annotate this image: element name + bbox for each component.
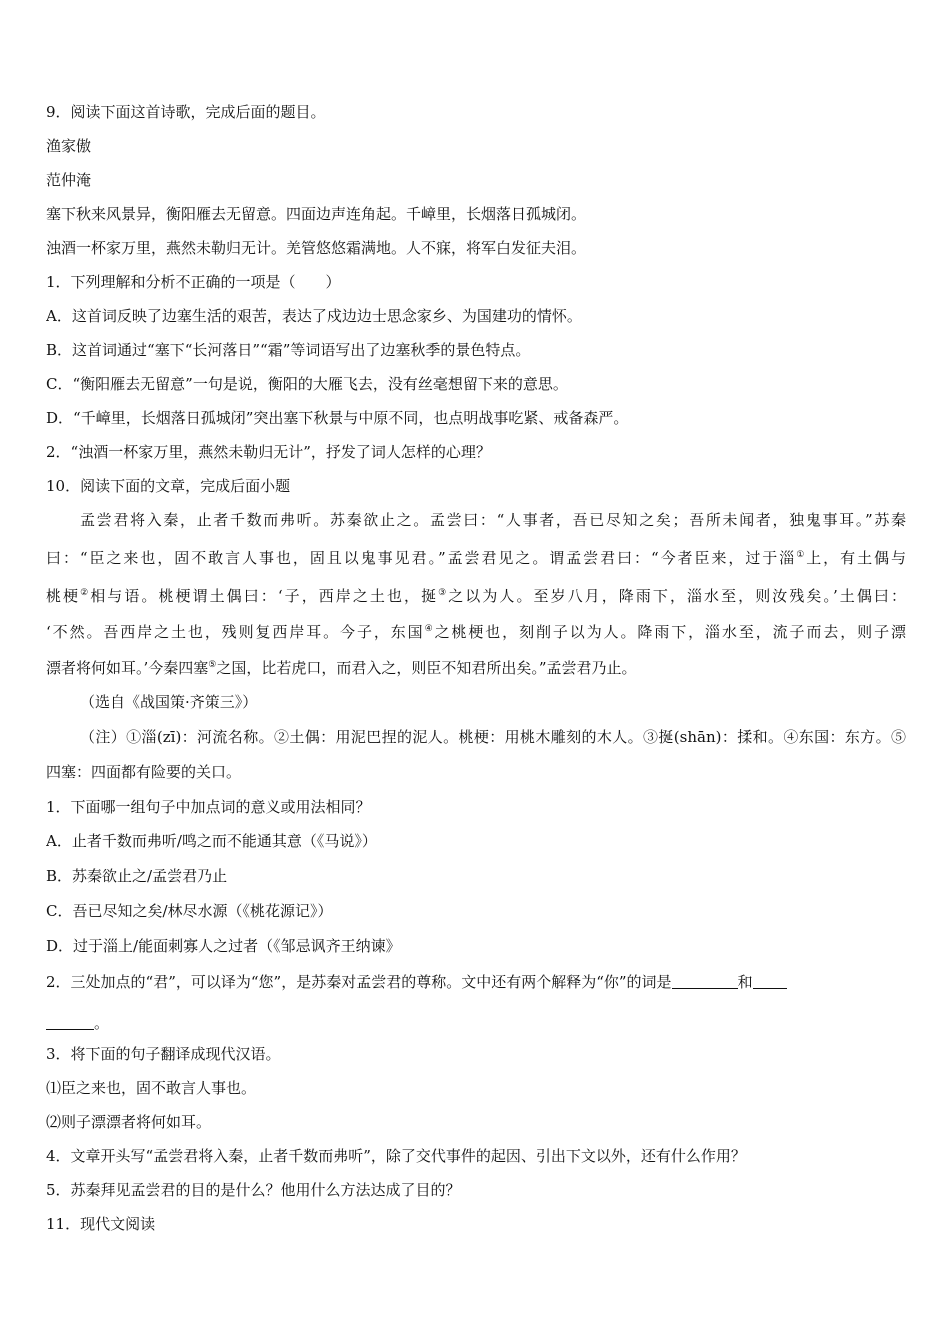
passage-line-3-b: 相与语。桃梗谓土偶曰：‘子，西岸之土也，挻 [90, 587, 439, 605]
question-9-1-option-a: A．这首词反映了边塞生活的艰苦，表达了戍边边士思念家乡、为国建功的情怀。 [46, 307, 582, 325]
question-10-2-text: 2．三处加点的“君”，可以译为“您”，是苏秦对孟尝君的尊称。文中还有两个解释为“你”的词是 [46, 973, 672, 991]
question-9-1: 1．下列理解和分析不正确的一项是（ ） [46, 273, 341, 291]
notes-line-1: （注）①淄(zī)：河流名称。②土偶：用泥巴捏的泥人。桃梗：用桃木雕刻的木人。③挻(shān)：揉和。④东国：东方。⑤ [80, 728, 906, 746]
poem-line-2: 浊酒一杯家万里，燕然未勒归无计。羌管悠悠霜满地。人不寐，将军白发征夫泪。 [46, 239, 587, 257]
question-10-heading: 10．阅读下面的文章，完成后面小题 [46, 477, 291, 495]
passage-line-2-tail: 上，有土偶与 [806, 549, 906, 567]
question-10-1-option-d: D．过于淄上/能面刺寡人之过者（《邹忌讽齐王纳谏》 [46, 937, 401, 955]
passage-source: （选自《战国策·齐策三》） [80, 693, 258, 711]
question-10-3-item-1: ⑴臣之来也，固不敢言人事也。 [46, 1079, 257, 1097]
question-10-1: 1．下面哪一组句子中加点词的意义或用法相同？ [46, 798, 371, 816]
question-9-1-option-d: D．“千嶂里，长烟落日孤城闭”突出塞下秋景与中原不同，也点明战事吃紧、戒备森严。 [46, 409, 629, 427]
passage-line-1: 孟尝君将入秦，止者千数而弗听。苏秦欲止之。孟尝曰：“人事者，吾已尽知之矣；吾所未闻者，独鬼事耳。”苏秦 [80, 511, 906, 529]
question-9-2: 2．“浊酒一杯家万里，燕然未勒归无计”，抒发了词人怎样的心理？ [46, 443, 491, 461]
passage-line-3-c: 之以为人。至岁八月，降雨下，淄水至，则汝残矣。’土偶曰： [448, 587, 906, 605]
poem-line-1: 塞下秋来风景异，衡阳雁去无留意。四面边声连角起。千嶂里，长烟落日孤城闭。 [46, 205, 587, 223]
passage-line-3 [46, 586, 906, 606]
question-9-1-option-b: B．这首词通过“塞下“长河落日”“霜”等词语写出了边塞秋季的景色特点。 [46, 341, 531, 359]
question-10-4: 4．文章开头写“孟尝君将入秦，止者千数而弗听”，除了交代事件的起因、引出下文以外，还有什么作用？ [46, 1147, 746, 1165]
note-marker-3: ③ [438, 588, 449, 598]
passage-line-3-a: 桃梗 [46, 587, 81, 605]
poem-author: 范仲淹 [46, 171, 92, 189]
note-marker-4: ④ [424, 624, 435, 634]
passage-line-5-b: 之国，比若虎口，而君入之，则臣不知君所出矣。”孟尝君乃止。 [216, 659, 637, 677]
poem-title: 渔家傲 [46, 137, 92, 155]
question-10-1-option-b: B．苏秦欲止之/孟尝君乃止 [46, 867, 228, 885]
question-10-1-option-a: A．止者千数而弗听/鸣之而不能通其意（《马说》） [46, 832, 377, 850]
passage-line-5 [46, 658, 906, 678]
passage-line-2 [46, 548, 906, 568]
passage-line-4-b: 之桃梗也，刻削子以为人。降雨下，淄水至，流子而去，则子漂 [434, 623, 906, 641]
passage-line-2-text: 曰：“臣之来也，固不敢言人事也，固且以鬼事见君。”孟尝君见之。谓孟尝君曰：“今者臣来，过于淄 [46, 549, 797, 567]
question-10-2-continued [46, 1013, 906, 1033]
notes-line-2: 四塞：四面都有险要的关口。 [46, 763, 242, 781]
question-10-2-end: 。 [94, 1014, 110, 1032]
question-10-3-item-2: ⑵则子漂漂者将何如耳。 [46, 1113, 212, 1131]
note-marker-2: ② [80, 588, 91, 598]
answer-blank-2-start[interactable] [753, 974, 787, 989]
question-9-heading: 9．阅读下面这首诗歌，完成后面的题目。 [46, 103, 326, 121]
answer-blank-1[interactable] [672, 974, 738, 989]
question-10-2-connector: 和 [737, 973, 753, 991]
question-11-heading: 11．现代文阅读 [46, 1215, 156, 1233]
question-10-3: 3．将下面的句子翻译成现代汉语。 [46, 1045, 281, 1063]
note-marker-1: ① [796, 550, 807, 560]
question-9-1-option-c: C．“衡阳雁去无留意”一句是说，衡阳的大雁飞去，没有丝毫想留下来的意思。 [46, 375, 568, 393]
passage-line-5-a: 漂者将何如耳。’今秦四塞 [46, 659, 209, 677]
question-10-2 [46, 972, 906, 992]
passage-line-4-a: ‘不然。吾西岸之土也，残则复西岸耳。今子，东国 [46, 623, 425, 641]
answer-blank-2-end[interactable] [46, 1015, 94, 1030]
question-10-5: 5．苏秦拜见孟尝君的目的是什么？他用什么方法达成了目的？ [46, 1181, 461, 1199]
passage-line-4 [46, 622, 906, 642]
question-10-1-option-c: C．吾已尽知之矣/林尽水源（《桃花源记》） [46, 902, 333, 920]
note-marker-5: ⑤ [208, 660, 217, 670]
